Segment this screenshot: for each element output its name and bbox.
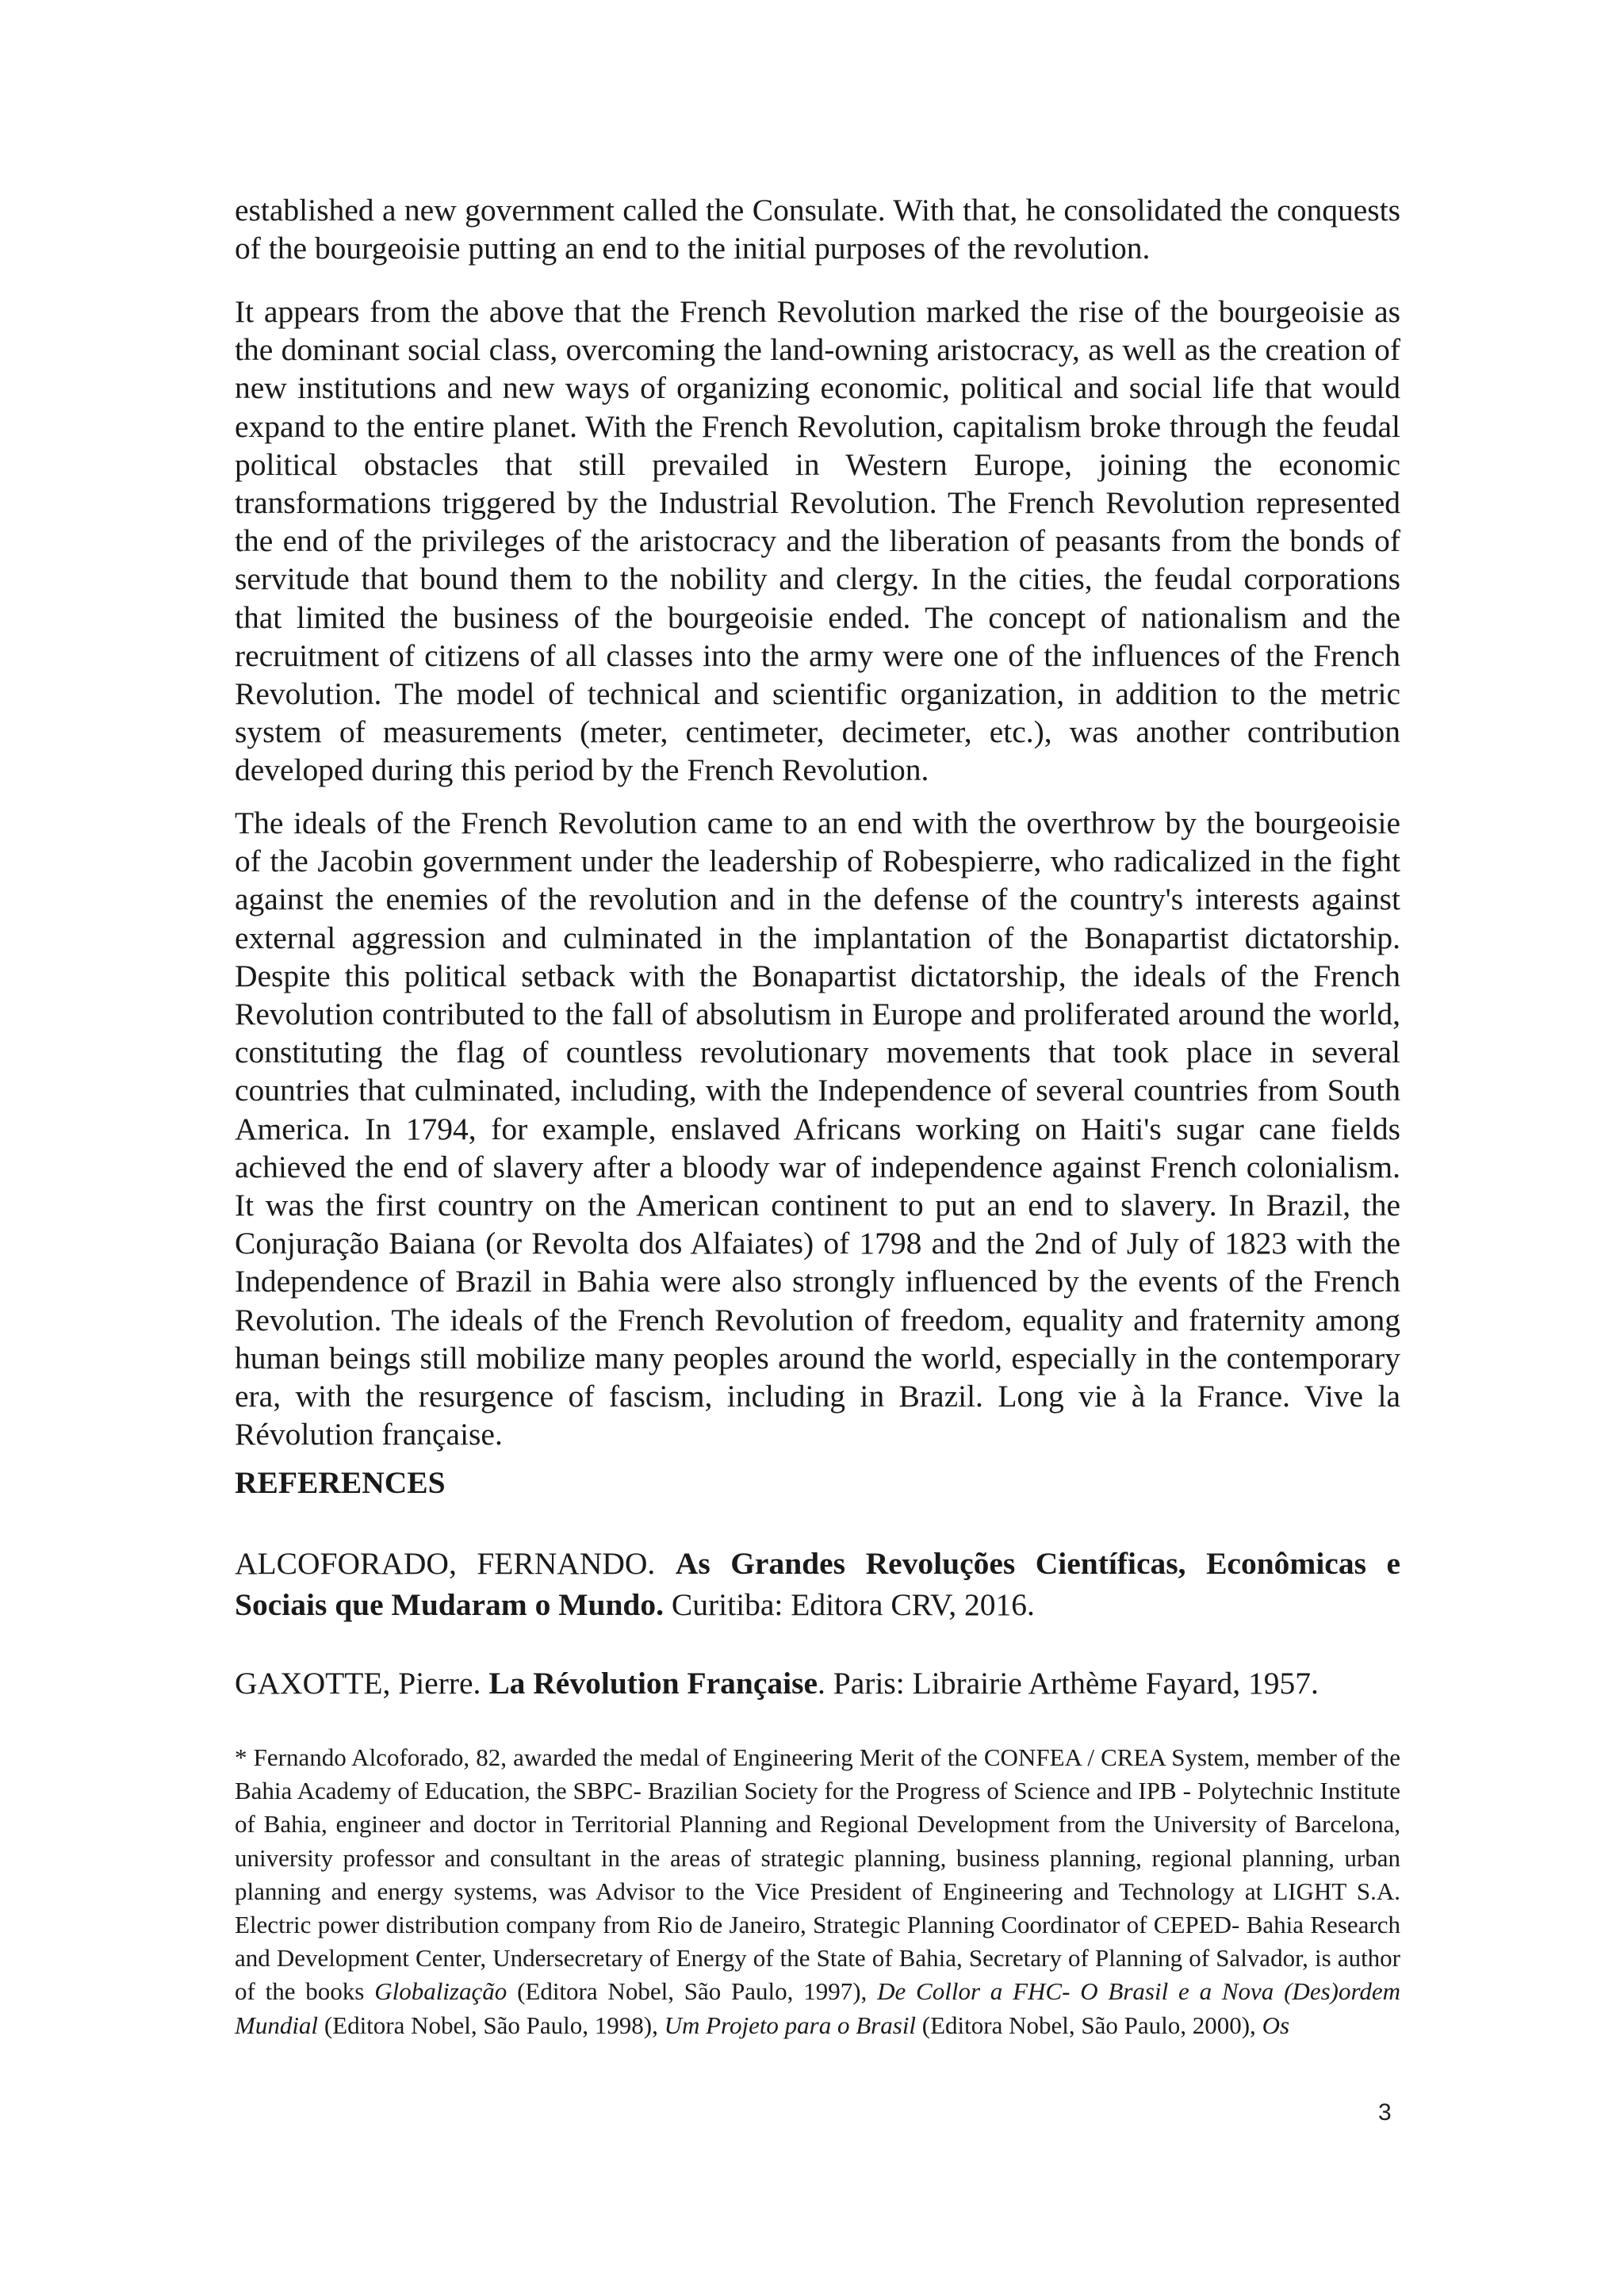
- author-footnote: [235, 1741, 1400, 2042]
- body-paragraph-3: The ideals of the French Revolution came to an end with the overthrow by the bourgeoisie of the Jacobin government under the leadership of Robespierre, who radicalized in the fight against the enemies of the revolution and in the defense of the country's interests against external aggression and culminated in the implantation of the Bonapartist dictatorship. Despite this political setback with the Bonapartist dictatorship, the ideals of the French Revolution contributed to the fall of absolutism in Europe and proliferated around the world, constituting the flag of countless revolutionary movements that took place in several countries that culminated, including, with the Independence of several countries from South America. In 1794, for example, enslaved Africans working on Haiti's sugar cane fields achieved the end of slavery after a bloody war of independence against French colonialism. It was the first country on the American continent to put an end to slavery. In Brazil, the Conjuração Baiana (or Revolta dos Alfaiates) of 1798 and the 2nd of July of 1823 with the Independence of Brazil in Bahia were also strongly influenced by the events of the French Revolution. The ideals of the French Revolution of freedom, equality and fraternity among human beings still mobilize many peoples around the world, especially in the contemporary era, with the resurgence of fascism, including in Brazil. Long vie à la France. Vive la Révolution française.: [235, 806, 1400, 1452]
- footnote-text: (Editora Nobel, São Paulo, 1998),: [324, 2011, 658, 2039]
- footnote-text: * Fernando Alcoforado, 82, awarded the medal of Engineering Merit of the CONFEA / CREA System, member of the Bahia Academy of Education, the SBPC- Brazilian Society for the Progress of Science and IPB - Polytechnic Institute of Bahia, engineer and doctor in Territorial Planning and Regional Development from the University of Barcelona, university professor and consultant in the areas of strategic planning, business planning, regional planning, urban planning and energy systems, was Advisor to the Vice President of Engineering and Technology at LIGHT S.A. Electric power distribution company from Rio de Janeiro, Strategic Planning Coordinator of CEPED- Bahia Research and Development Center, Undersecretary of Energy of the State of Bahia, Secretary of Planning of Salvador, is author of the books: [235, 1743, 1400, 2006]
- reference-author: ALCOFORADO, FERNANDO.: [235, 1546, 656, 1581]
- footnote-book-title: Globalização: [374, 1977, 508, 2006]
- footnote-book-title: De Collor a FHC- O Brasil e a Nova (Des)ordem Mundial: [235, 1977, 1401, 2039]
- footnote-book-title: Os: [1262, 2011, 1290, 2039]
- page-number: 3: [1378, 2099, 1392, 2126]
- footnote-book-title: Um Projeto para o Brasil: [664, 2011, 917, 2039]
- body-paragraph-2: It appears from the above that the French Revolution marked the rise of the bourgeoisie as the dominant social class, overcoming the land-owning aristocracy, as well as the creation of new institutions and new ways of organizing economic, political and social life that would expand to the entire planet. With the French Revolution, capitalism broke through the feudal political obstacles that still prevailed in Western Europe, joining the economic transformations triggered by the Industrial Revolution. The French Revolution represented the end of the privileges of the aristocracy and the liberation of peasants from the bonds of servitude that bound them to the nobility and clergy. In the cities, the feudal corporations that limited the business of the bourgeoisie ended. The concept of nationalism and the recruitment of citizens of all classes into the army were one of the influences of the French Revolution. The model of technical and scientific organization, in addition to the metric system of measurements (meter, centimeter, decimeter, etc.), was another contribution developed during this period by the French Revolution.: [235, 294, 1400, 788]
- reference-title: As Grandes Revoluções Científicas, Econômicas e Sociais que Mudaram o Mundo.: [235, 1546, 1400, 1622]
- footnote-text: (Editora Nobel, São Paulo, 2000),: [921, 2011, 1256, 2039]
- reference-entry-2: [235, 1663, 1400, 1704]
- reference-title: La Révolution Française: [488, 1666, 818, 1701]
- reference-publisher: Curitiba: Editora CRV, 2016.: [671, 1587, 1035, 1622]
- reference-author: GAXOTTE, Pierre.: [235, 1666, 481, 1701]
- reference-publisher: . Paris: Librairie Arthème Fayard, 1957.: [818, 1666, 1319, 1701]
- body-paragraph-1: established a new government called the Consulate. With that, he consolidated the conquests of the bourgeoisie putting an end to the initial purposes of the revolution.: [235, 193, 1400, 266]
- references-heading: REFERENCES: [235, 1465, 446, 1500]
- footnote-text: (Editora Nobel, São Paulo, 1997),: [517, 1977, 868, 2006]
- reference-entry-1: [235, 1543, 1400, 1625]
